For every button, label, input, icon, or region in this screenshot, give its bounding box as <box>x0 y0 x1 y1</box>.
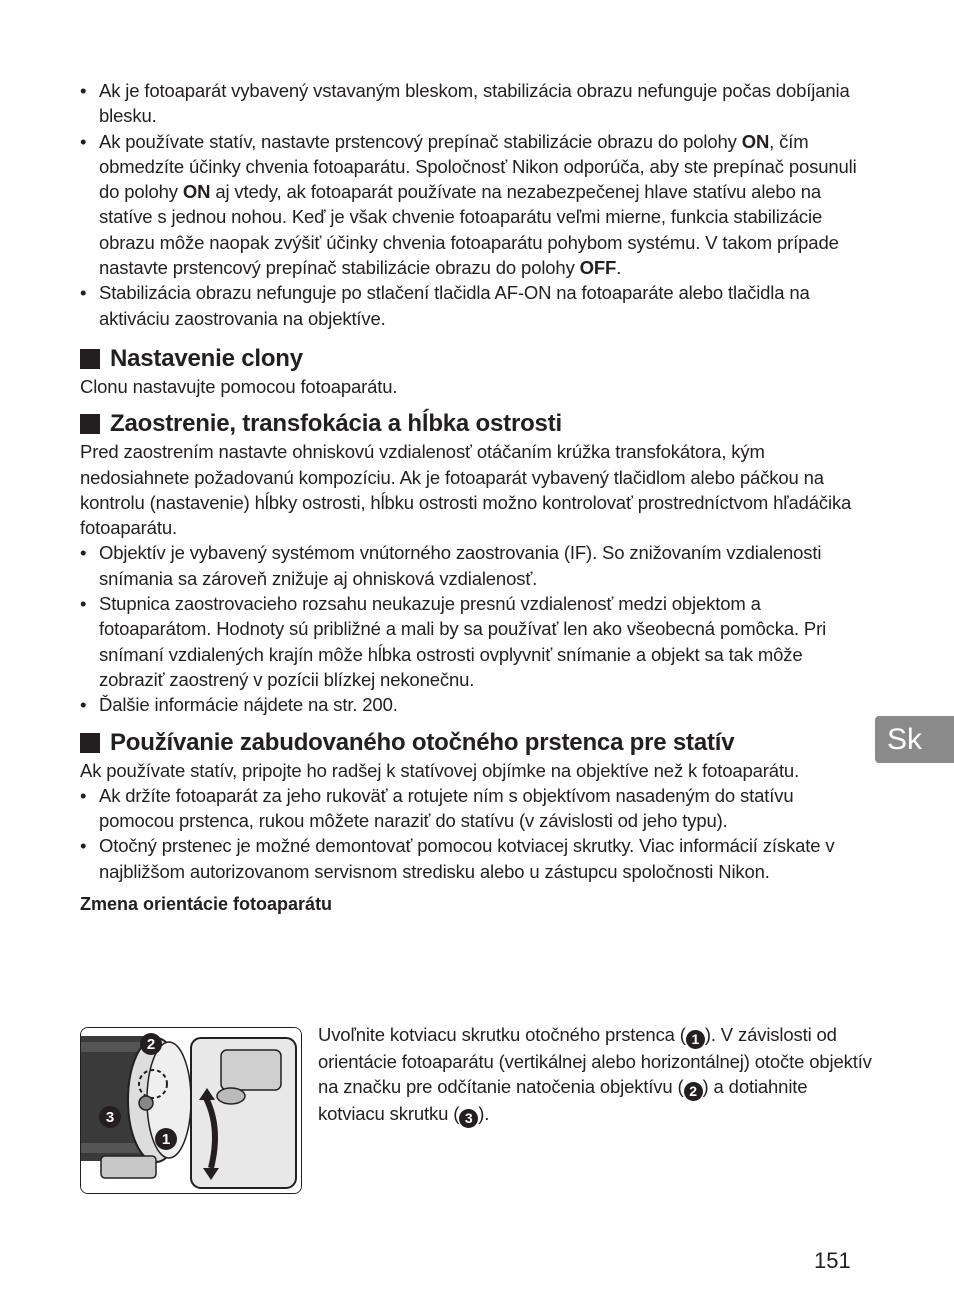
callout-3-icon: 3 <box>459 1109 478 1128</box>
text: Uvoľnite kotviacu skrutku otočného prstenca ( <box>318 1024 686 1045</box>
heading-square-icon <box>80 414 100 434</box>
section-title: Zaostrenie, transfokácia a hĺbka ostrosti <box>110 410 562 438</box>
text: . <box>616 257 622 279</box>
text-bold: OFF <box>579 257 617 279</box>
callout-label: 1 <box>161 1131 171 1148</box>
callout-1-icon: 1 <box>686 1030 705 1049</box>
heading-square-icon <box>80 349 100 369</box>
callout-label: 2 <box>146 1036 156 1053</box>
list-item: • Stabilizácia obrazu nefunguje po stlačení tlačidla AF-ON na fotoaparáte alebo tlačidla na aktiváciu zaostrovania na objektíve. <box>80 280 860 331</box>
locking-screw <box>139 1096 153 1110</box>
list-item: • Otočný prstenec je možné demontovať pomocou kotviacej skrutky. Viac informácií získate v najbližšom autorizovanom servisnom stredisku alebo u zástupcu spoločnosti Nikon. <box>80 833 860 884</box>
bullet-list <box>80 540 860 717</box>
section-paragraph: Ak používate statív, pripojte ho radšej k statívovej objímke na objektíve než k fotoaparátu. <box>80 759 800 781</box>
section-paragraph: Clonu nastavujte pomocou fotoaparátu. <box>80 375 398 397</box>
text: ). V závislosti od orientácie fotoaparátu (vertikálnej alebo horizontálnej) otočte objektív na značku pre odčítanie natočenia objektívu ( <box>318 1024 872 1098</box>
camera-lens-drawing <box>81 1028 301 1193</box>
subsection-title: Zmena orientácie fotoaparátu <box>80 894 333 915</box>
list-item: • Objektív je vybavený systémom vnútorného zaostrovania (IF). So znižovaním vzdialenosti snímania sa zároveň znižuje aj ohnisková vzdialenosť. <box>80 540 860 591</box>
callout-2-icon: 2 <box>684 1082 703 1101</box>
lens-tripod-ring-illustration <box>80 1027 302 1194</box>
section-heading <box>80 344 860 374</box>
bullet-list <box>80 783 860 884</box>
heading-square-icon <box>80 733 100 753</box>
page-number: 151 <box>814 1248 851 1273</box>
list-item: • Ak držíte fotoaparát za jeho rukoväť a rotujete ním s objektívom nasadeným do statívu pomocou prstenca, rukou môžete naraziť do statívu (v závislosti od jeho typu). <box>80 783 860 834</box>
text: Ak používate statív, nastavte prstencový prepínač stabilizácie obrazu do polohy <box>99 130 742 152</box>
section-heading <box>80 728 860 758</box>
page-content <box>80 78 860 916</box>
text: , čím obmedzíte účinky chvenia fotoaparátu. Spoločnosť Nikon odporúča, aby ste prepínač posunuli do polohy <box>99 130 857 203</box>
top-bullet-list <box>80 78 860 331</box>
section-heading <box>80 409 860 439</box>
text-bold: ON <box>741 130 770 152</box>
text-bold: ON <box>182 181 211 203</box>
section-paragraph: Pred zaostrením nastavte ohniskovú vzdialenosť otáčaním krúžka transfokátora, kým nedosiahnete požadovanú kompozíciu. Ak je fotoaparát vybavený tlačidlom alebo páčkou na kontrolu (nastavenie) hĺbky ostrosti, hĺbku ostrosti možno kontrolovať prostredníctvom hľadáčika fotoaparátu. <box>80 441 852 539</box>
list-item <box>80 129 860 281</box>
language-tab: Sk <box>875 716 954 763</box>
list-item: • Ak je fotoaparát vybavený vstavaným bleskom, stabilizácia obrazu nefunguje počas dobíjania blesku. <box>80 78 860 129</box>
section-title: Nastavenie clony <box>110 344 303 372</box>
list-item: • Stupnica zaostrovacieho rozsahu neukazuje presnú vzdialenosť medzi objektom a fotoaparátom. Hodnoty sú približné a mali by sa používať len ako všeobecná pomôcka. Pri snímaní vzdialených krajín môže hĺbka ostrosti ovplyvniť snímanie a objekt sa tak môže zobraziť zaostrený v pozícii blízkej nekonečnu. <box>80 591 860 692</box>
list-item: • Ďalšie informácie nájdete na str. 200. <box>80 692 860 717</box>
text: aj vtedy, ak fotoaparát používate na nezabezpečenej hlave statívu alebo na statíve s jednou nohou. Keď je však chvenie fotoaparátu veľmi mierne, funkcia stabilizácie obrazu môže naopak zvýšiť účinky chvenia fotoaparátu pohybom systému. V takom prípade nastavte prstencový prepínač stabilizácie obrazu do polohy <box>99 181 839 279</box>
figure-instructions <box>318 1022 878 1128</box>
text: ). <box>478 1103 490 1125</box>
tripod-foot <box>101 1156 156 1178</box>
section-title: Používanie zabudovaného otočného prstenca pre statív <box>110 728 735 756</box>
callout-label: 3 <box>105 1109 115 1126</box>
text: ) a dotiahnite kotviacu skrutku ( <box>318 1076 808 1125</box>
